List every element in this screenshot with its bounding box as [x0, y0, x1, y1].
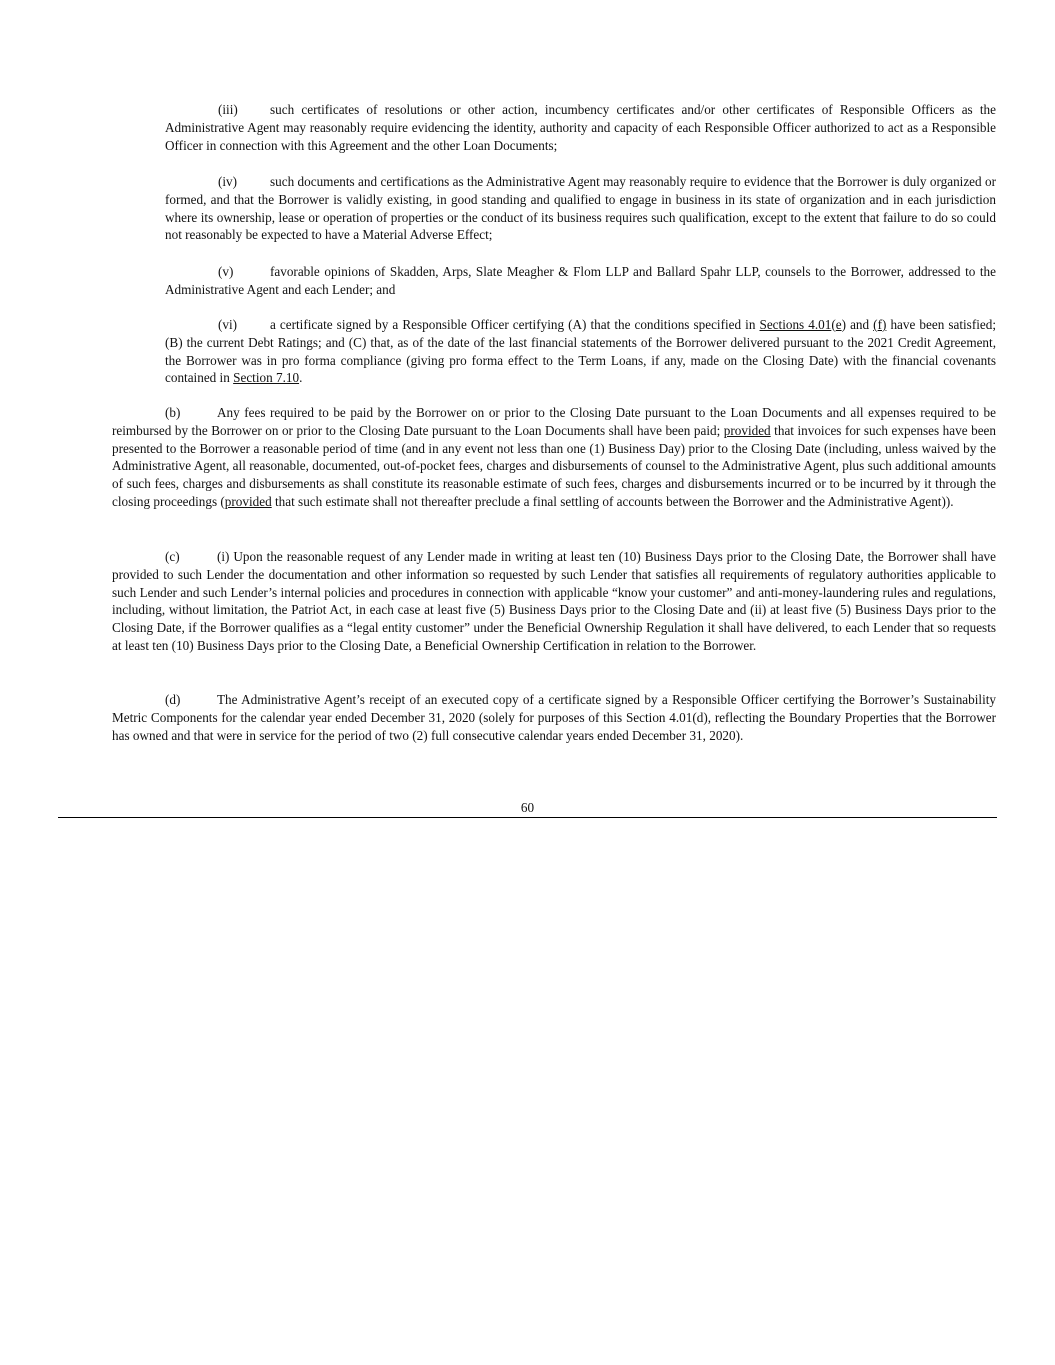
- clause-text: such documents and certifications as the Administrative Agent may reasonably require to evidence that the Borrower is duly organized or formed, and that the Borrower is validly existing, in good standing and qualified to engage in business in its state of organization and in each jurisdiction where its ownership, lease or operation of properties or the conduct of its business requires such qualification, except to the extent that failure to do so could not reasonably be expected to have a Material Adverse Effect;: [165, 174, 996, 243]
- clause-text: The Administrative Agent’s receipt of an executed copy of a certificate signed by a Responsible Officer certifying the Borrower’s Sustainability Metric Components for the calendar year ended December 31, 2020 (solely for purposes of this Section 4.01(d), reflecting the Boundary Properties that the Borrower has owned and that were in service for the period of two (2) full consecutive calendar years ended December 31, 2020).: [112, 692, 996, 743]
- clause-text: have been satisfied; (B) the current Debt Ratings; and (C) that, as of the date of the last financial statements of the Borrower delivered pursuant to the 2021 Credit Agreement, the Borrower was in pro forma compliance (giving pro forma effect to the Term Loans, if any, made on the Closing Date) with the financial covenants contained in: [165, 317, 996, 386]
- clause-text: favorable opinions of Skadden, Arps, Slate Meagher & Flom LLP and Ballard Spahr LLP, counsels to the Borrower, addressed to the Administrative Agent and each Lender; and: [165, 264, 996, 297]
- section-7-10-link[interactable]: Section 7.10: [233, 370, 300, 386]
- conjunction-text: and: [846, 317, 874, 332]
- provided-term: provided: [224, 493, 272, 509]
- paren-open: (: [873, 317, 878, 332]
- clause-label: (d): [165, 692, 181, 707]
- clause-d: [112, 691, 996, 744]
- clause-label: (iii): [218, 102, 238, 117]
- clause-text: that invoices for such expenses have been presented to the Borrower a reasonable period of time (and in any event not less than one (1) Business Day) prior to the Closing Date (including, unless waived by the Administrative Agent, all reasonable, documented, out-of-pocket fees, charges and disbursements of counsel to the Administrative Agent, plus such additional amounts of such fees, charges and disbursements as shall constitute its reasonable estimate of such fees, charges and disbursements incurred or to be incurred by it through the closing proceedings (: [112, 422, 996, 509]
- clause-v: [165, 263, 996, 299]
- sections-4-01-link[interactable]: Sections 4.01: [759, 317, 832, 332]
- clause-c: [112, 548, 996, 655]
- clause-b: [112, 404, 996, 511]
- subsection-f-link[interactable]: [873, 317, 886, 332]
- footer-divider: [58, 817, 997, 818]
- clause-label: (v): [218, 264, 234, 279]
- paren-close: ): [841, 317, 846, 332]
- clause-label: (iv): [218, 174, 238, 189]
- clause-label: (b): [165, 405, 181, 420]
- clause-text: Any fees required to be paid by the Borrower on or prior to the Closing Date pursuant to the Loan Documents and all expenses required to be reimbursed by the Borrower on or prior to the Closing Date pursuant to the Loan Documents shall have been paid;: [112, 405, 996, 438]
- clause-iv: [165, 173, 996, 244]
- paren-close: ): [881, 317, 887, 332]
- clause-text: that such estimate shall not thereafter preclude a final settling of accounts between the Borrower and the Administrative Agent)).: [271, 493, 954, 509]
- clause-label: (vi): [218, 317, 238, 332]
- subsection-f-letter: f: [877, 317, 882, 332]
- paren-open: (: [831, 317, 836, 332]
- provided-term: provided: [723, 422, 771, 438]
- subsection-e-link[interactable]: e: [835, 317, 842, 332]
- clause-vi: [165, 316, 996, 387]
- clause-text-end: .: [299, 370, 303, 386]
- page-number: 60: [520, 800, 535, 815]
- clause-iii: [165, 101, 996, 154]
- clause-text: such certificates of resolutions or other action, incumbency certificates and/or other certificates of Responsible Officers as the Administrative Agent may reasonably require evidencing the identity, authority and capacity of each Responsible Officer authorized to act as a Responsible Officer in connection with this Agreement and the other Loan Documents;: [165, 102, 996, 153]
- clause-text: a certificate signed by a Responsible Officer certifying (A) that the conditions specified in: [270, 317, 760, 332]
- clause-text: (i) Upon the reasonable request of any Lender made in writing at least ten (10) Business Days prior to the Closing Date, the Borrower shall have provided to such Lender the documentation and other information so requested by such Lender that satisfies all requirements of regulatory authorities applicable to such Lender and such Lender’s internal policies and procedures in connection with applicable “know your customer” and anti-money-laundering rules and regulations, including, without limitation, the Patriot Act, in each case at least five (5) Business Days prior to the Closing Date and (ii) at least five (5) Business Days prior to the Closing Date, if the Borrower qualifies as a “legal entity customer” under the Beneficial Ownership Regulation it shall have delivered, to each Lender that so requests at least ten (10) Business Days prior to the Closing Date, a Beneficial Ownership Certification in relation to the Borrower.: [112, 549, 996, 653]
- clause-label: (c): [165, 549, 180, 564]
